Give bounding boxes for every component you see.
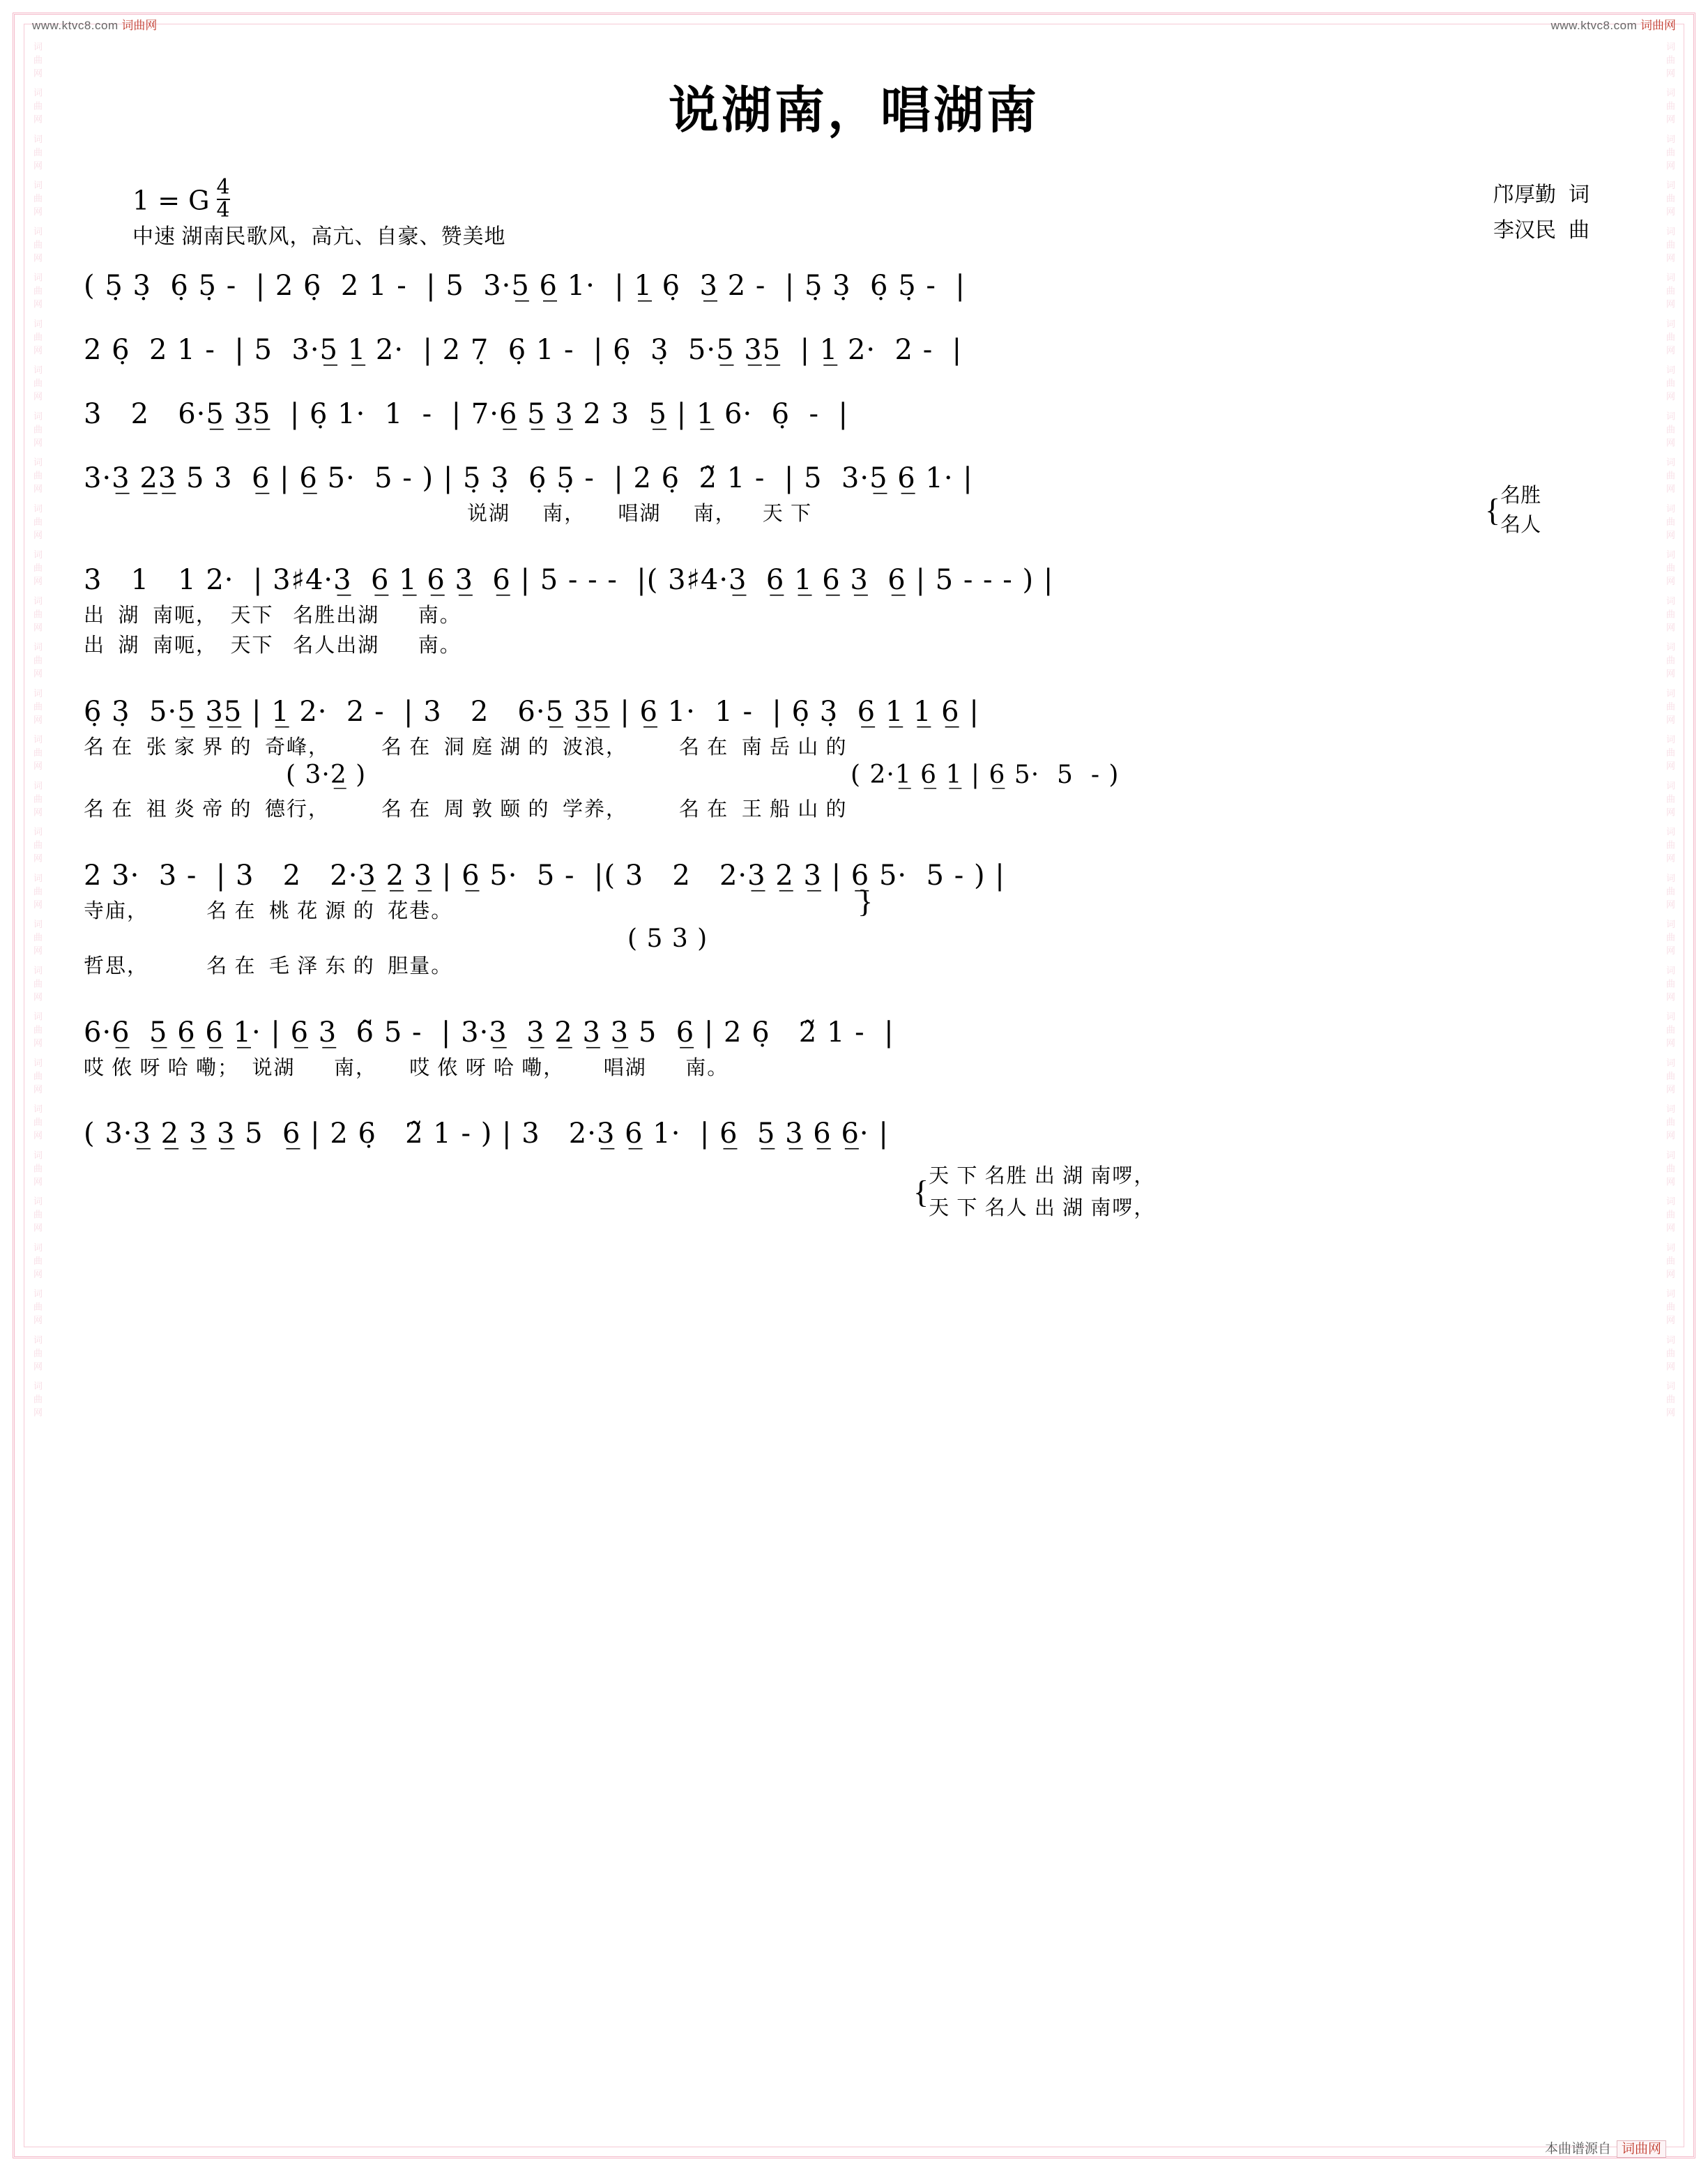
- alt-lyric-bracket-group: [1485, 481, 1541, 540]
- music-system-3: [77, 400, 1631, 428]
- lyric-line-verse-2: 哲思， 名 在 毛 泽 东 的 胆量。: [84, 955, 453, 977]
- notation-line: ( 5̣ 3̣ 6̣ 5̣ - | 2 6̣ 2 1 - | 5 3·5̲ 6̲ 1· | 1̲ 6̣ 3̲ 2 - | 5̣ 3̣ 6̣ 5̣ - |: [84, 270, 966, 302]
- music-system-2: [77, 336, 1631, 364]
- music-system-1: [77, 272, 1631, 300]
- music-system-5: [77, 563, 1631, 662]
- music-system-9: [77, 1120, 1631, 1231]
- lyric-line: 哎 侬 呀 哈 嘞； 说湖 南， 哎 侬 呀 哈 嘞， 唱湖 南。: [84, 1056, 729, 1079]
- site-url-top-left: www.ktvc8.com: [32, 19, 119, 32]
- credits: [1493, 177, 1589, 248]
- lyric-line-verse-2: 名 在 祖 炎 帝 的 德行， 名 在 周 敦 颐 的 学养， 名 在 王 船 山 的: [84, 798, 848, 821]
- notation-line: 2 3· 3 - | 3 2 2·3̲ 2̲ 3̲ | 6̲ 5· 5 - |( 3 2 2·3̲ 2̲ 3̲ | 6̲ 5· 5 - ) |: [84, 859, 1005, 892]
- lyric-line: 说湖 南， 唱湖 南， 天 下: [467, 503, 819, 525]
- brace-icon: {: [913, 1174, 929, 1210]
- tempo-marking: 中速 湖南民歌风，高亢、自豪、赞美地: [132, 225, 506, 248]
- alt-lyric-line-1: 天 下 名胜 出 湖 南啰，: [929, 1165, 1156, 1187]
- composer-line: [1493, 213, 1589, 248]
- notation-line: 2 6̣ 2 1 - | 5 3·5̲ 1̲ 2· | 2 7̣ 6̣ 1 - | 6̣ 3̣ 5·5̲ 3̲5̲ | 1̲ 2· 2 - |: [84, 334, 963, 366]
- time-signature-numerator: 4: [216, 175, 230, 199]
- composer-role: 曲: [1569, 219, 1589, 242]
- notation-line: 6̣ 3̣ 5·5̲ 3̲5̲ | 1̲ 2· 2 - | 3 2 6·5̲ 3̲5̲ | 6̲ 1· 1 - | 6̣ 3̣ 6̲ 1̲ 1̲ 6̲ |: [84, 695, 979, 728]
- ossia-notation-upper: ( 3·2̲ ): [286, 761, 367, 789]
- time-signature-denominator: 4: [216, 197, 230, 222]
- notation-line: 6·6̲ 5̲ 6̲ 6̲ 1̲· | 6̲ 3̲ 6̃ 5 - | 3·3̲ 3̲ 2̲ 3̲ 3̲ 5 6̲ | 2 6̣ 2̃ 1 - |: [84, 1016, 894, 1049]
- page-title: 说湖南，唱湖南: [668, 80, 1039, 139]
- footer-source-text: 本曲谱源自: [1544, 2142, 1611, 2156]
- lyric-line-verse-1: 寺庙， 名 在 桃 花 源 的 花巷。: [84, 899, 453, 922]
- site-url-top-right: www.ktvc8.com: [1550, 19, 1638, 32]
- alt-lyric-line-2: 名人: [1500, 514, 1541, 537]
- corner-mark-top-left: [32, 15, 157, 33]
- music-system-4: [77, 462, 1631, 537]
- repeat-brace-icon: }: [857, 883, 874, 919]
- footer-source-mark: [1545, 2138, 1666, 2157]
- key-label: 1 = G: [132, 185, 210, 216]
- lyricist-line: [1493, 177, 1589, 213]
- music-system-6: [77, 695, 1631, 825]
- lyric-line-verse-1: 名 在 张 家 界 的 奇峰， 名 在 洞 庭 湖 的 波浪， 名 在 南 岳 山 的: [84, 736, 848, 759]
- music-system-7: [77, 859, 1631, 982]
- lyricist-name: 邝厚勤: [1493, 183, 1556, 206]
- time-signature: [217, 177, 230, 221]
- key-signature: [132, 177, 230, 221]
- watermark-left: 词曲网 词曲网 词曲网 词曲网 词曲网 词曲网 词曲网 词曲网 词曲网 词曲网 词曲网 词曲网 词曲网 词曲网 词曲网 词曲网 词曲网 词曲网 词曲网 词曲网 词曲网 词曲网 词曲网 词曲网 词曲网 词曲网 词曲网 词曲网 词曲网 词曲网: [32, 42, 43, 1422]
- lyricist-role: 词: [1569, 183, 1589, 206]
- brace-icon: {: [1485, 492, 1501, 528]
- corner-mark-top-right: [1551, 15, 1676, 33]
- site-name-top-right: 词曲网: [1640, 19, 1676, 32]
- music-system-8: [77, 1016, 1631, 1084]
- lyric-line-verse-1: 出 湖 南呃， 天下 名胜出湖 南。: [84, 604, 462, 627]
- score-header: [77, 177, 1631, 268]
- notation-line: 3 1 1 2· | 3♯4·3̲ 6̲ 1̲ 6̲ 3̲ 6̲ | 5 - - - |( 3♯4·3̲ 6̲ 1̲ 6̲ 3̲ 6̲ | 5 - - - ) |: [84, 563, 1054, 596]
- alt-lyric-bracket-group: [913, 1160, 1155, 1225]
- alt-lyric-line-2: 天 下 名人 出 湖 南啰，: [929, 1197, 1156, 1220]
- watermark-right: 词曲网 词曲网 词曲网 词曲网 词曲网 词曲网 词曲网 词曲网 词曲网 词曲网 词曲网 词曲网 词曲网 词曲网 词曲网 词曲网 词曲网 词曲网 词曲网 词曲网 词曲网 词曲网 词曲网 词曲网 词曲网 词曲网 词曲网 词曲网 词曲网 词曲网: [1665, 42, 1675, 1422]
- ossia-notation-lower: ( 2·1̲ 6̲ 1̲ | 6̲ 5· 5 - ): [851, 761, 1120, 789]
- notation-line: 3·3̲ 2̲3̲ 5 3 6̲ | 6̲ 5· 5 - ) | 5̣ 3̣ 6̣ 5̣ - | 2 6̣ 2̃ 1 - | 5 3·5̲ 6̲ 1· |: [84, 462, 973, 494]
- footer-site-name: 词曲网: [1617, 2140, 1666, 2158]
- alt-lyric-line-1: 名胜: [1500, 485, 1541, 507]
- composer-name: 李汉民: [1493, 219, 1556, 242]
- ossia-notation-mid: ( 5 3 ): [627, 924, 708, 953]
- notation-line: ( 3·3̲ 2̲ 3̲ 3̲ 5 6̲ | 2 6̣ 2̃ 1 - ) | 3 2·3̲ 6̲ 1· | 6̲ 5̲ 3̲ 6̲ 6̲· |: [84, 1118, 889, 1150]
- score-sheet: [77, 49, 1631, 1231]
- notation-line: 3 2 6·5̲ 3̲5̲ | 6̣ 1· 1 - | 7·6̲ 5̲ 3̲ 2 3 5̲ | 1̲ 6· 6̣ - |: [84, 398, 848, 430]
- lyric-line-verse-2: 出 湖 南呃， 天下 名人出湖 南。: [84, 634, 462, 657]
- site-name-top-left: 词曲网: [121, 19, 158, 32]
